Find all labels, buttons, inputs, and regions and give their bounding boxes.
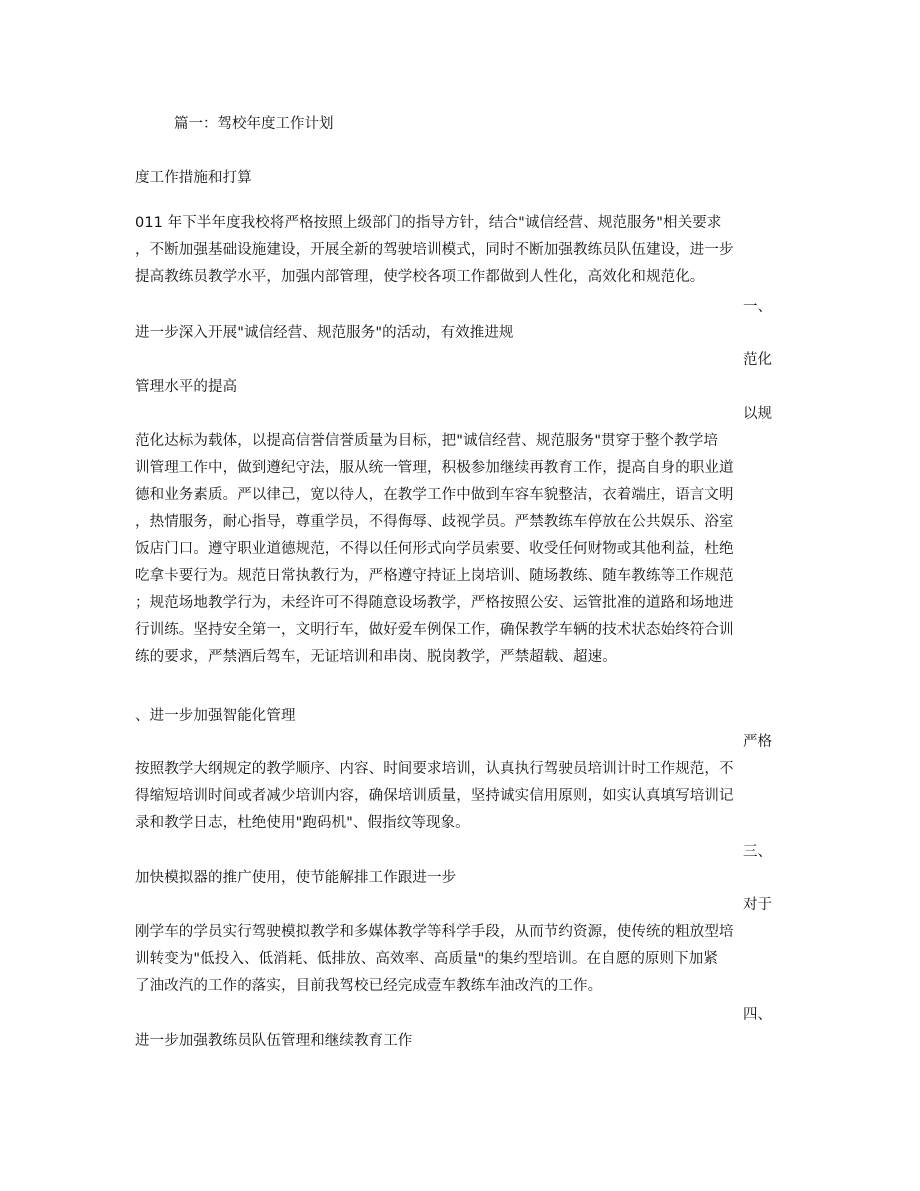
- section2-body-line-3: 录和教学日志，杜绝使用"跑码机"、假指纹等现象。: [135, 815, 470, 831]
- section1-heading-tail: 范化: [743, 352, 772, 368]
- section1-heading-line2: 管理水平的提高: [135, 379, 238, 395]
- section1-body-line-5: 饭店门口。遵守职业道德规范，不得以任何形式向学员索要、收受任何财物或其他利益，杜绝: [135, 541, 734, 557]
- section1-lead: 以规: [743, 406, 772, 422]
- section3-body-line-1: 刚学车的学员实行驾驶模拟教学和多媒体教学等科学手段，从而节约资源，使传统的粗放型培: [135, 924, 734, 940]
- section1-body-line-7: ；规范场地教学行为，未经许可不得随意设场教学，严格按照公安、运管批准的道路和场地进: [135, 595, 734, 611]
- section1-body-line-3: 德和业务素质。严以律己，宽以待人，在教学工作中做到车容车貌整洁，衣着端庄，语言文明: [135, 487, 734, 503]
- section4-number: 四、: [743, 1007, 772, 1023]
- section2-heading: 、进一步加强智能化管理: [135, 708, 296, 724]
- section2-body-line-2: 得缩短培训时间或者减少培训内容，确保培训质量，坚持诚实信用原则，如实认真填写培训记: [135, 788, 734, 804]
- section1-number: 一、: [743, 299, 772, 315]
- section3-body-line-2: 训转变为"低投入、低消耗、低排放、高效率、高质量"的集约型培训。在自愿的原则下加紧: [135, 951, 718, 967]
- section3-lead: 对于: [743, 897, 772, 913]
- section3-heading: 加快模拟器的推广使用，使节能解排工作跟进一步: [135, 870, 457, 886]
- intro-line-1: 011 年下半年度我校将严格按照上级部门的指导方针，结合"诚信经营、规范服务"相关要求: [135, 215, 722, 231]
- section1-heading-line1: 进一步深入开展"诚信经营、规范服务"的活动，有效推进规: [135, 325, 514, 341]
- section1-body-line-4: ，热情服务，耐心指导，尊重学员，不得侮辱、歧视学员。严禁教练车停放在公共娱乐、浴室: [135, 514, 734, 530]
- document-subtitle: 度工作措施和打算: [135, 170, 252, 186]
- section1-body-line-1: 范化达标为载体，以提高信誉信誉质量为目标，把"诚信经营、规范服务"贯穿于整个教学培: [135, 433, 718, 449]
- section1-body-line-6: 吃拿卡要行为。规范日常执教行为，严格遵守持证上岗培训、随场教练、随车教练等工作规范: [135, 568, 734, 584]
- intro-line-2: ，不断加强基础设施建设，开展全新的驾驶培训模式，同时不断加强教练员队伍建设，进一步: [135, 242, 734, 258]
- section2-lead: 严格: [743, 734, 772, 750]
- intro-line-3: 提高教练员教学水平，加强内部管理，使学校各项工作都做到人性化，高效化和规范化。: [135, 269, 705, 285]
- section3-body-line-3: 了油改汽的工作的落实，目前我驾校已经完成壹车教练车油改汽的工作。: [135, 978, 603, 994]
- section1-body-line-8: 行训练。坚持安全第一，文明行车，做好爱车例保工作，确保教学车辆的技术状态始终符合训: [135, 622, 734, 638]
- section3-number: 三、: [743, 844, 772, 860]
- section4-heading: 进一步加强教练员队伍管理和继续教育工作: [135, 1033, 413, 1049]
- document-title: 篇一：驾校年度工作计划: [174, 116, 334, 132]
- section1-body-line-2: 训管理工作中，做到遵纪守法，服从统一管理，积极参加继续再教育工作，提高自身的职业道: [135, 460, 734, 476]
- section1-body-line-9: 练的要求，严禁酒后驾车，无证培训和串岗、脱岗教学，严禁超载、超速。: [135, 649, 617, 665]
- section2-body-line-1: 按照教学大纲规定的教学顺序、内容、时间要求培训，认真执行驾驶员培训计时工作规范，不: [135, 761, 734, 777]
